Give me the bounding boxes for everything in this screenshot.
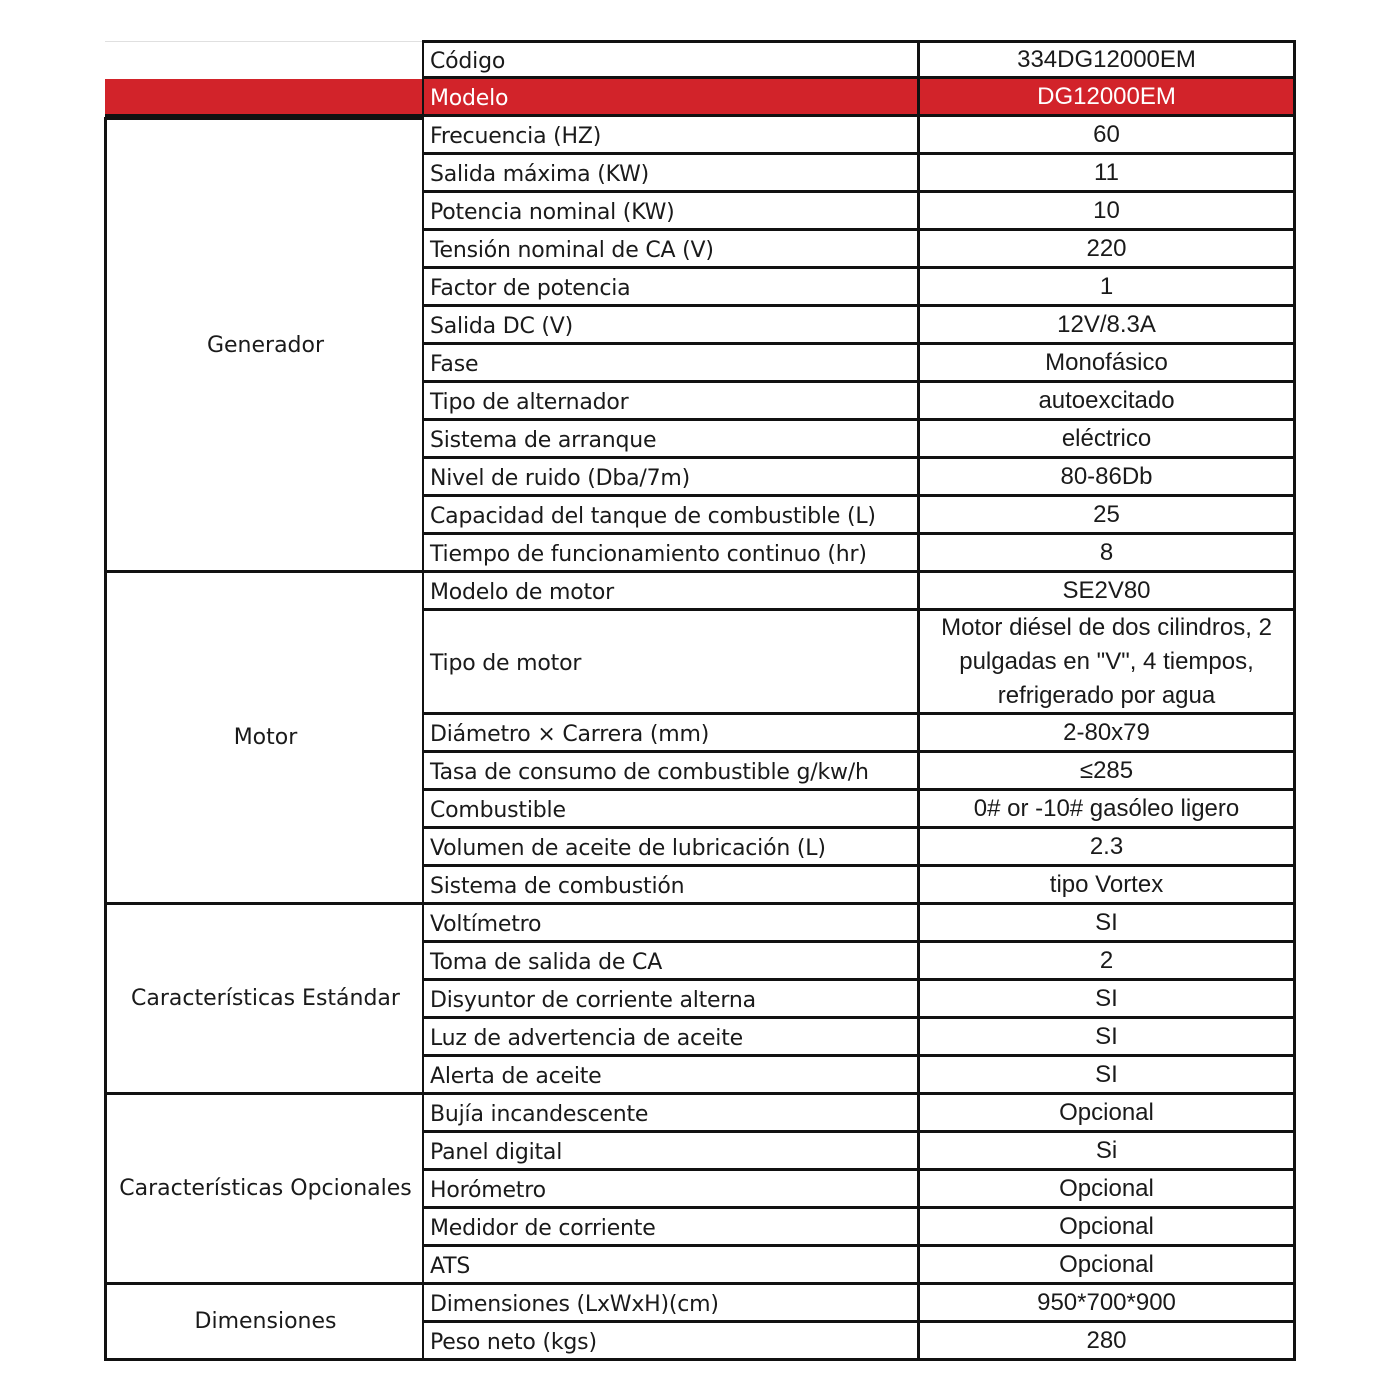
spec-value-nivel-de-ruido-dba-7m: 80-86Db (917, 459, 1296, 497)
spec-value-factor-de-potencia: 1 (917, 269, 1296, 307)
spec-value-horometro: Opcional (917, 1171, 1296, 1209)
group-label-generador: Generador (104, 117, 424, 573)
spec-value-alerta-de-aceite: SI (917, 1057, 1296, 1095)
spec-label-medidor-de-corriente: Medidor de corriente (422, 1209, 920, 1247)
spec-value-capacidad-del-tanque-de-combustible-l: 25 (917, 497, 1296, 535)
spec-label-nivel-de-ruido-dba-7m: Nivel de ruido (Dba/7m) (422, 459, 920, 497)
spec-value-sistema-de-arranque: eléctrico (917, 421, 1296, 459)
spec-label-fase: Fase (422, 345, 920, 383)
spec-label-toma-de-salida-de-ca: Toma de salida de CA (422, 943, 920, 981)
spec-value-panel-digital: Si (917, 1133, 1296, 1171)
spec-label-voltimetro: Voltímetro (422, 905, 920, 943)
spec-value-salida-maxima-kw: 11 (917, 155, 1296, 193)
spec-label-dimensiones-lxwxh-cm: Dimensiones (LxWxH)(cm) (422, 1285, 920, 1323)
header-blank-cell (105, 41, 423, 79)
spec-label-tiempo-de-funcionamiento-continuo-hr: Tiempo de funcionamiento continuo (hr) (422, 535, 920, 573)
spec-label-capacidad-del-tanque-de-combustible-l: Capacidad del tanque de combustible (L) (422, 497, 920, 535)
spec-value-tiempo-de-funcionamiento-continuo-hr: 8 (917, 535, 1296, 573)
spec-value-tension-nominal-de-ca-v: 220 (917, 231, 1296, 269)
spec-label-tipo-de-motor: Tipo de motor (422, 611, 920, 715)
code-label: Código (422, 40, 920, 79)
code-value: 334DG12000EM (917, 40, 1296, 79)
spec-value-volumen-de-aceite-de-lubricacion-l: 2.3 (917, 829, 1296, 867)
spec-label-volumen-de-aceite-de-lubricacion-l: Volumen de aceite de lubricación (L) (422, 829, 920, 867)
spec-value-modelo-de-motor: SE2V80 (917, 573, 1296, 611)
spec-label-modelo-de-motor: Modelo de motor (422, 573, 920, 611)
spec-value-diametro-carrera-mm: 2-80x79 (917, 715, 1296, 753)
spec-label-sistema-de-combustion: Sistema de combustión (422, 867, 920, 905)
group-label-caracteristicas-estandar: Características Estándar (104, 905, 424, 1095)
spec-label-horometro: Horómetro (422, 1171, 920, 1209)
spec-label-sistema-de-arranque: Sistema de arranque (422, 421, 920, 459)
spec-value-potencia-nominal-kw: 10 (917, 193, 1296, 231)
model-label: Modelo (422, 79, 920, 117)
spec-label-alerta-de-aceite: Alerta de aceite (422, 1057, 920, 1095)
model-value: DG12000EM (917, 79, 1296, 117)
spec-value-sistema-de-combustion: tipo Vortex (917, 867, 1296, 905)
spec-label-disyuntor-de-corriente-alterna: Disyuntor de corriente alterna (422, 981, 920, 1019)
spec-value-disyuntor-de-corriente-alterna: SI (917, 981, 1296, 1019)
spec-value-peso-neto-kgs: 280 (917, 1323, 1296, 1361)
spec-label-tipo-de-alternador: Tipo de alternador (422, 383, 920, 421)
spec-value-tipo-de-motor: Motor diésel de dos cilindros, 2 pulgadas en "V", 4 tiempos, refrigerado por agua (917, 611, 1296, 715)
spec-label-potencia-nominal-kw: Potencia nominal (KW) (422, 193, 920, 231)
spec-value-tipo-de-alternador: autoexcitado (917, 383, 1296, 421)
spec-label-combustible: Combustible (422, 791, 920, 829)
spec-value-voltimetro: SI (917, 905, 1296, 943)
spec-value-fase: Monofásico (917, 345, 1296, 383)
spec-value-medidor-de-corriente: Opcional (917, 1209, 1296, 1247)
spec-value-salida-dc-v: 12V/8.3A (917, 307, 1296, 345)
spec-label-diametro-carrera-mm: Diámetro × Carrera (mm) (422, 715, 920, 753)
spec-label-salida-dc-v: Salida DC (V) (422, 307, 920, 345)
spec-label-luz-de-advertencia-de-aceite: Luz de advertencia de aceite (422, 1019, 920, 1057)
spec-label-tension-nominal-de-ca-v: Tensión nominal de CA (V) (422, 231, 920, 269)
group-label-motor: Motor (104, 573, 424, 905)
spec-label-peso-neto-kgs: Peso neto (kgs) (422, 1323, 920, 1361)
spec-value-ats: Opcional (917, 1247, 1296, 1285)
spec-label-tasa-de-consumo-de-combustible-g-kw-h: Tasa de consumo de combustible g/kw/h (422, 753, 920, 791)
spec-value-dimensiones-lxwxh-cm: 950*700*900 (917, 1285, 1296, 1323)
spec-label-bujia-incandescente: Bujía incandescente (422, 1095, 920, 1133)
spec-value-tasa-de-consumo-de-combustible-g-kw-h: ≤285 (917, 753, 1296, 791)
spec-value-toma-de-salida-de-ca: 2 (917, 943, 1296, 981)
spec-value-luz-de-advertencia-de-aceite: SI (917, 1019, 1296, 1057)
model-row-left (105, 79, 423, 117)
spec-label-panel-digital: Panel digital (422, 1133, 920, 1171)
group-label-caracteristicas-opcionales: Características Opcionales (104, 1095, 424, 1285)
spec-label-ats: ATS (422, 1247, 920, 1285)
spec-value-frecuencia-hz: 60 (917, 117, 1296, 155)
spec-label-factor-de-potencia: Factor de potencia (422, 269, 920, 307)
spec-label-frecuencia-hz: Frecuencia (HZ) (422, 117, 920, 155)
spec-value-bujia-incandescente: Opcional (917, 1095, 1296, 1133)
spec-label-salida-maxima-kw: Salida máxima (KW) (422, 155, 920, 193)
spec-value-combustible: 0# or -10# gasóleo ligero (917, 791, 1296, 829)
group-label-dimensiones: Dimensiones (104, 1285, 424, 1361)
